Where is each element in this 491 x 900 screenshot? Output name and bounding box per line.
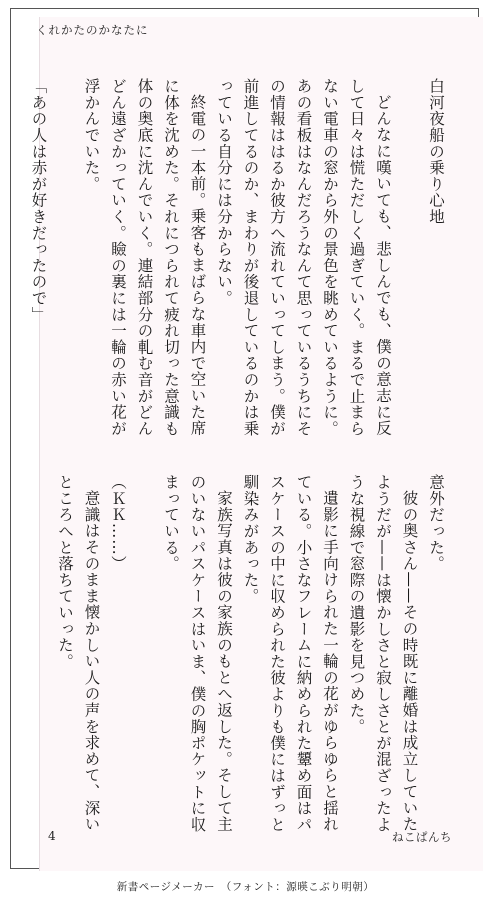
paragraph: 終電の一本前。乗客もまばらな車内で空いた席に体を沈めた。それにつられて疲れ切った意識も体の奥底に沈んでいく。連結部分の軋む音がどんどん遠ざかっていく。瞼の裏には一輪の赤い花が浮かんでいた。 [82,78,207,437]
lower-text-block [52,474,450,844]
thought-line: （ＫＫ……） [109,474,127,572]
paragraph: 意識はそのまま懐かしい人の声を求めて、深いところへと落ちていった。 [56,474,101,832]
section-title: 白河夜船の乗り心地 [427,78,445,225]
paragraph: 家族写真は彼の家族のもとへ返した。そして主のいないパスケースはいま、僕の胸ポケットに収まっている。 [162,474,233,833]
paragraph: どんなに嘆いても、悲しんでも、僕の意志に反して日々は慌ただしく過ぎていく。まるで止まらない電車の窓から外の景色を眺めているように。あの看板はなんだろうなんて思っているうちにその情報ははるか彼方へ流れていってしまう。僕が前進してるのか、まわりが後退しているのかは乗っている自分には分からない。 [215,78,392,437]
footer-caption: 新書ページメーカー （フォント：源暎こぶり明朝） [116,881,375,893]
author-name: ねこぱんち [392,830,452,844]
paragraph: 意外だった。 [427,474,445,572]
page-number: 4 [48,829,56,843]
book-title: くれかたのかなたに [36,23,149,37]
paragraph: 彼の奥さん——その時既に離婚は成立していたようだが——は懐かしさと寂しさとが混ざったような視線で窓際の遺影を見つめた。 [347,474,419,833]
upper-text-block [25,78,449,443]
paragraph: 遺影に手向けられた一輪の花がゆらゆらと揺れている。小さなフレームに納められた顰め面はパスケースの中に収められた彼よりも僕にはずっと馴染みがあった。 [241,474,339,833]
dialogue-line: 「あの人は赤が好きだったので」 [29,78,48,323]
